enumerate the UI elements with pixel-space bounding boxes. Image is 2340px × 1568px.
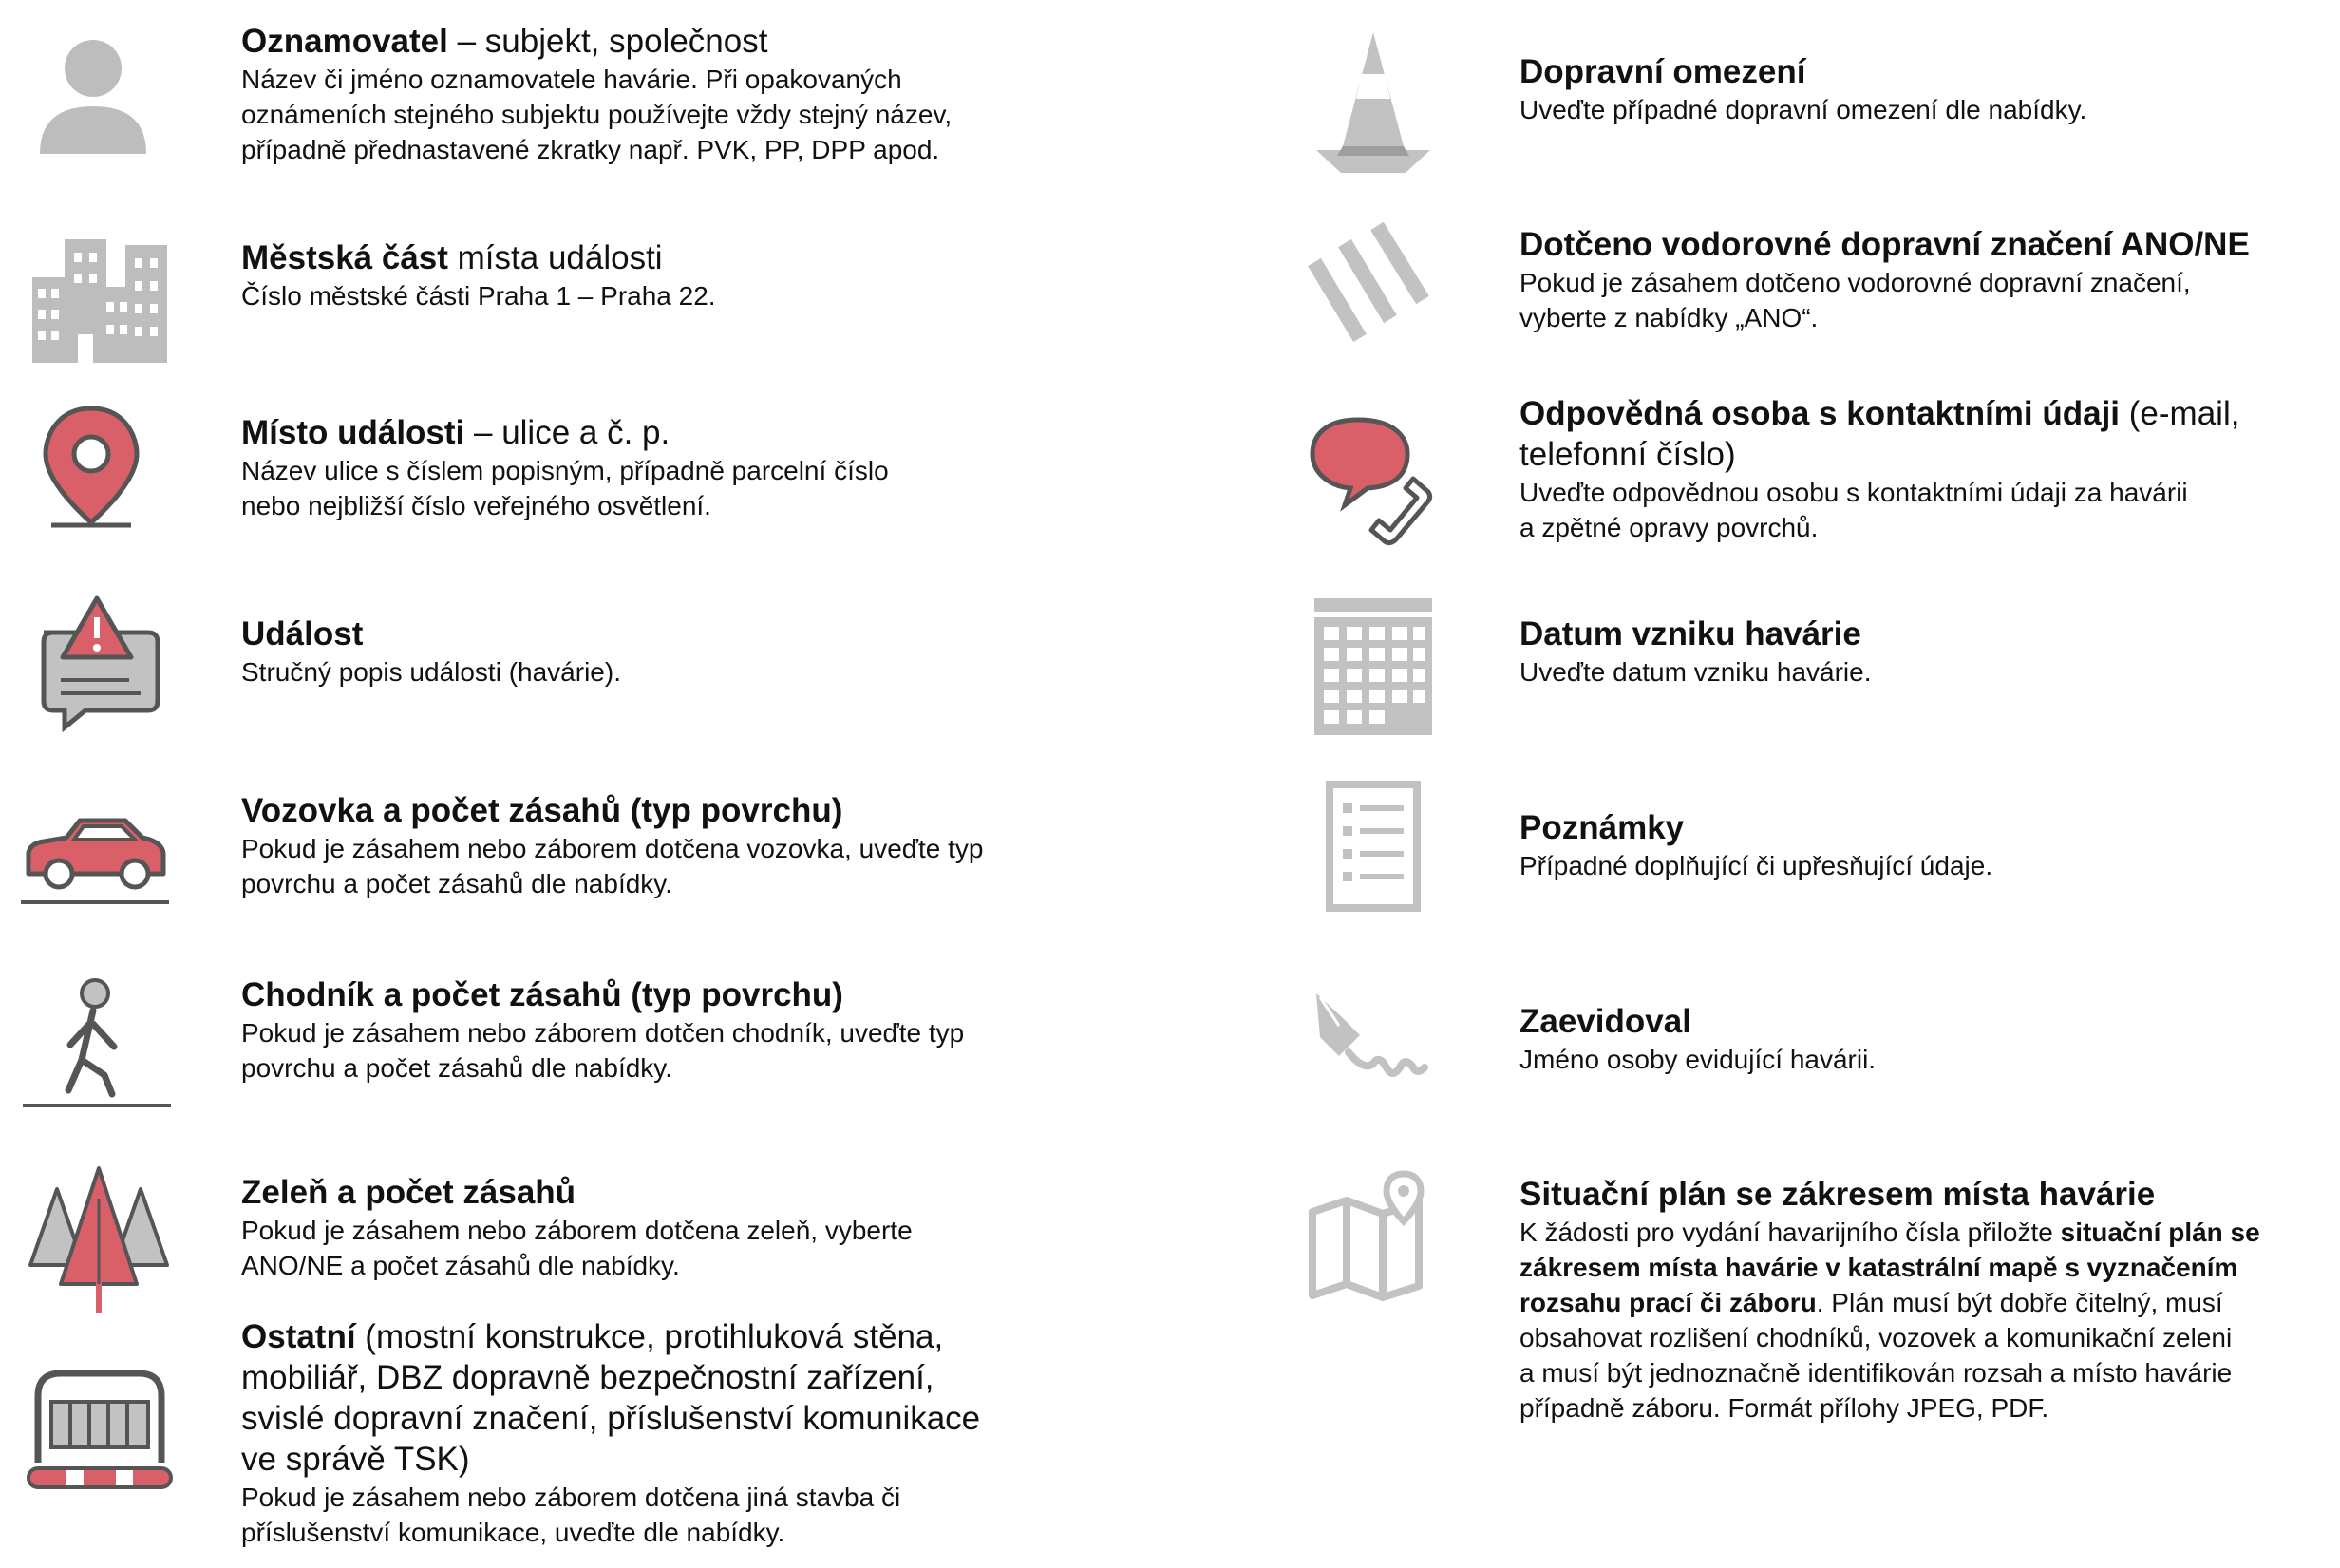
item-title: Ostatní (mostní konstrukce, protihluková stěna,	[241, 1318, 944, 1355]
item-mestska-cast	[241, 237, 716, 313]
item-desc-line: Název či jméno oznamovatele havárie. Při opakovaných	[241, 65, 902, 94]
car-icon	[19, 769, 180, 931]
item-desc-line: oznámeních stejného subjektu používejte vždy stejný název,	[241, 100, 953, 129]
item-situacni-plan	[1519, 1174, 2260, 1426]
item-chodnik	[241, 974, 964, 1086]
item-title: Vozovka a počet zásahů (typ povrchu)	[241, 792, 843, 829]
item-title: Poznámky	[1519, 809, 1685, 846]
item-desc-line: obsahovat rozlišení chodníků, vozovek a komunikační zeleni	[1519, 1323, 2233, 1352]
item-desc-line: Pokud je zásahem nebo záborem dotčen chodník, uveďte typ	[241, 1018, 965, 1048]
item-desc-line: případně přednastavené zkratky např. PVK, PP, DPP apod.	[241, 135, 940, 164]
item-dopravni-omezeni	[1519, 51, 2086, 127]
item-desc-line: a zpětné opravy povrchů.	[1519, 513, 1819, 542]
item-desc-line: Pokud je zásahem nebo záborem dotčena zeleň, vyberte	[241, 1216, 913, 1245]
item-vodorovne-znaceni	[1519, 224, 2250, 335]
alert-message-icon	[19, 589, 180, 750]
checklist-icon	[1292, 767, 1453, 929]
item-desc-line: Pokud je zásahem dotčeno vodorovné dopravní značení,	[1519, 268, 2191, 297]
item-poznamky	[1519, 807, 1992, 883]
item-misto-udalosti	[241, 412, 889, 523]
traffic-cone-icon	[1292, 23, 1453, 184]
buildings-icon	[19, 211, 180, 372]
item-desc-line: vyberte z nabídky „ANO“.	[1519, 303, 1819, 332]
item-ostatni	[241, 1316, 980, 1550]
item-desc-line: Uveďte datum vzniku havárie.	[1519, 657, 1872, 687]
item-desc-line: Uveďte případné dopravní omezení dle nabídky.	[1519, 95, 2087, 124]
item-title-line: mobiliář, DBZ dopravně bezpečnostní zařízení,	[241, 1359, 934, 1396]
item-desc-line: Případné doplňující či upřesňující údaje.	[1519, 851, 1993, 880]
item-desc-line: a musí být jednoznačně identifikován rozsah a místo havárie	[1519, 1358, 2233, 1388]
item-desc-line: Pokud je zásahem nebo záborem dotčena jiná stavba či	[241, 1483, 901, 1512]
item-desc-line: nebo nejbližší číslo veřejného osvětlení.	[241, 491, 711, 520]
map-icon	[1292, 1164, 1453, 1326]
item-desc-line: ANO/NE a počet zásahů dle nabídky.	[241, 1251, 680, 1280]
item-title-line: telefonní číslo)	[1519, 436, 1736, 473]
item-title: Zaevidoval	[1519, 1003, 1691, 1040]
item-desc-line: zákresem místa havárie v katastrální mapě s vyznačením	[1519, 1253, 2238, 1282]
item-desc-line: Číslo městské části Praha 1 – Praha 22.	[241, 281, 716, 311]
item-title: Místo události – ulice a č. p.	[241, 414, 670, 451]
item-desc-line: povrchu a počet zásahů dle nabídky.	[241, 1053, 673, 1083]
item-title: Oznamovatel – subjekt, společnost	[241, 23, 768, 60]
item-desc-line: povrchu a počet zásahů dle nabídky.	[241, 869, 673, 898]
barrier-icon	[19, 1349, 180, 1510]
person-icon	[19, 11, 180, 173]
item-title: Odpovědná osoba s kontaktními údaji (e-mail,	[1519, 395, 2240, 432]
item-title: Dopravní omezení	[1519, 53, 1806, 90]
item-odpovedna-osoba	[1519, 393, 2239, 545]
item-desc-line: Stručný popis události (havárie).	[241, 657, 621, 687]
item-desc-line: případně záboru. Formát přílohy JPEG, PDF.	[1519, 1393, 2049, 1423]
item-title: Dotčeno vodorovné dopravní značení ANO/NE	[1519, 226, 2250, 263]
item-title: Událost	[241, 615, 364, 652]
pen-signature-icon	[1292, 969, 1453, 1130]
item-desc-line: Pokud je zásahem nebo záborem dotčena vozovka, uveďte typ	[241, 834, 984, 863]
item-oznamovatel	[241, 21, 952, 167]
item-desc-line: Název ulice s číslem popisným, případně parcelní číslo	[241, 456, 889, 485]
item-title: Datum vzniku havárie	[1519, 615, 1861, 652]
item-title: Situační plán se zákresem místa havárie	[1519, 1176, 2156, 1213]
item-title: Chodník a počet zásahů (typ povrchu)	[241, 976, 843, 1013]
calendar-icon	[1292, 589, 1453, 750]
map-pin-icon	[19, 399, 180, 560]
item-desc-line: příslušenství komunikace, uveďte dle nabídky.	[241, 1518, 785, 1547]
item-title: Městská část místa události	[241, 239, 663, 276]
item-datum-vzniku	[1519, 614, 1872, 690]
pedestrian-icon	[19, 969, 180, 1130]
item-zaevidoval	[1519, 1001, 1876, 1077]
item-desc-line: K žádosti pro vydání havarijního čísla přiložte situační plán se	[1519, 1218, 2260, 1247]
item-desc-line: rozsahu prací či záboru. Plán musí být dobře čitelný, musí	[1519, 1288, 2223, 1317]
item-title: Zeleň a počet zásahů	[241, 1174, 576, 1211]
item-vozovka	[241, 790, 983, 901]
trees-icon	[19, 1161, 180, 1322]
contact-phone-icon	[1292, 399, 1453, 560]
item-desc-line: Jméno osoby evidující havárii.	[1519, 1045, 1877, 1074]
item-title-line: ve správě TSK)	[241, 1441, 470, 1478]
item-zelen	[241, 1172, 913, 1283]
item-desc-line: Uveďte odpovědnou osobu s kontaktními údaji za havárii	[1519, 478, 2188, 507]
item-title-line: svislé dopravní značení, příslušenství komunikace	[241, 1400, 981, 1437]
road-marking-icon	[1292, 205, 1453, 367]
item-udalost	[241, 614, 621, 690]
